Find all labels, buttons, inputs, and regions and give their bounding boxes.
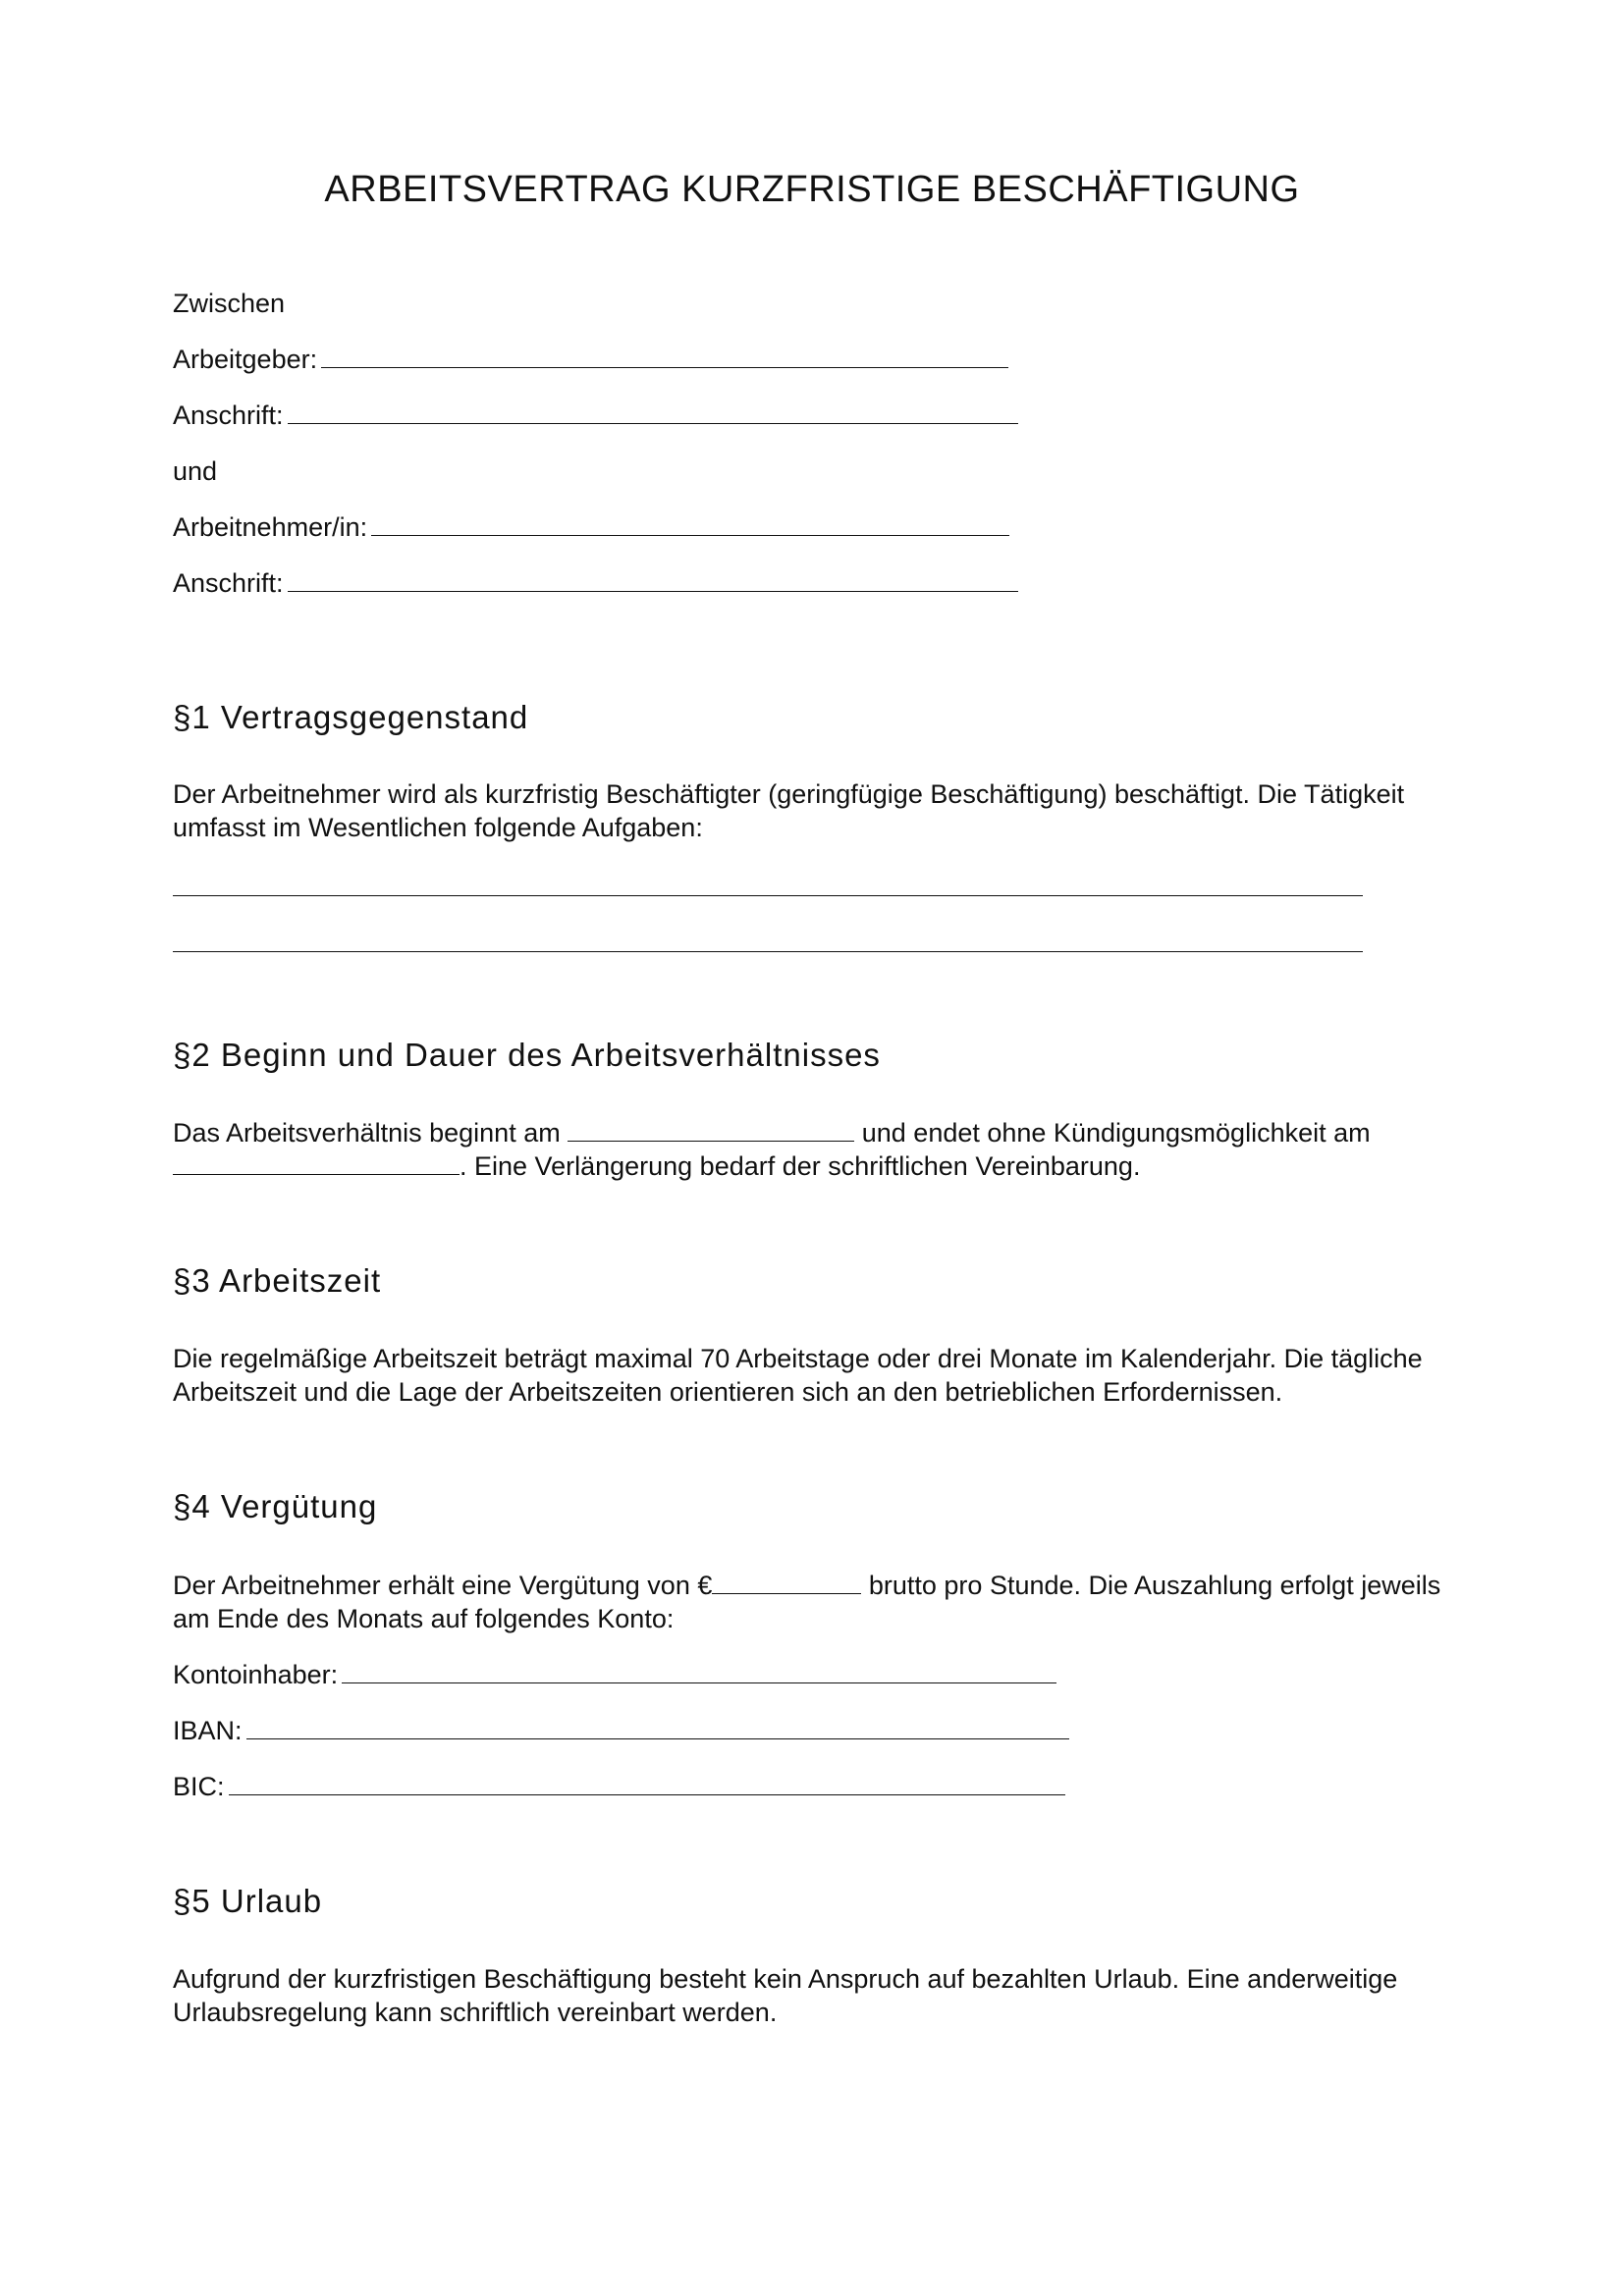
employee-address-field[interactable]	[288, 567, 1018, 592]
task-field-2[interactable]	[173, 951, 1363, 952]
start-date-field[interactable]	[568, 1117, 854, 1142]
section-4-text-a: Der Arbeitnehmer erhält eine Vergütung von €	[173, 1571, 713, 1600]
document-title: ARBEITSVERTRAG KURZFRISTIGE BESCHÄFTIGUNG	[324, 169, 1300, 210]
between-label: Zwischen	[173, 289, 286, 318]
section-1-heading: §1 Vertragsgegenstand	[173, 699, 529, 735]
section-2-heading: §2 Beginn und Dauer des Arbeitsverhältnisses	[173, 1037, 881, 1073]
and-label: und	[173, 456, 218, 486]
section-5-heading: §5 Urlaub	[173, 1883, 323, 1919]
section-3-heading: §3 Arbeitszeit	[173, 1262, 382, 1299]
section-2-text	[173, 1116, 1469, 1183]
employee-address-row	[173, 566, 1018, 600]
employee-label: Arbeitnehmer/in:	[173, 512, 368, 542]
section-4-text-b: brutto pro Stunde. Die Auszahlung erfolgt jeweils am Ende des Monats auf folgendes Konto:	[173, 1571, 1441, 1633]
employer-address-row	[173, 399, 1018, 432]
section-2-text-a: Das Arbeitsverhältnis beginnt am	[173, 1118, 561, 1148]
task-field-1[interactable]	[173, 895, 1363, 896]
section-4-heading: §4 Vergütung	[173, 1488, 378, 1524]
iban-field[interactable]	[246, 1715, 1069, 1739]
section-2-text-b: und endet ohne Kündigungsmöglichkeit am	[861, 1118, 1371, 1148]
wage-field[interactable]	[712, 1570, 861, 1594]
section-1-text: Der Arbeitnehmer wird als kurzfristig Beschäftigter (geringfügige Beschäftigung) beschäftigt. Die Tätigkeit umfasst im Wesentlichen folgende Aufgaben:	[173, 779, 1405, 842]
account-holder-row	[173, 1658, 1056, 1691]
employer-address-field[interactable]	[288, 400, 1018, 424]
section-2-text-c: . Eine Verlängerung bedarf der schriftlichen Vereinbarung.	[460, 1151, 1141, 1181]
employer-address-label: Anschrift:	[173, 400, 284, 430]
employer-row	[173, 343, 1008, 376]
section-5-text: Aufgrund der kurzfristigen Beschäftigung besteht kein Anspruch auf bezahlten Urlaub. Eine anderweitige Urlaubsregelung kann schriftlich vereinbart werden.	[173, 1964, 1398, 2027]
employee-row	[173, 510, 1009, 544]
bic-row	[173, 1770, 1065, 1803]
bic-field[interactable]	[229, 1771, 1065, 1795]
section-3-text: Die regelmäßige Arbeitszeit beträgt maximal 70 Arbeitstage oder drei Monate im Kalenderjahr. Die tägliche Arbeitszeit und die Lage der Arbeitszeiten orientieren sich an den betrieblichen Erfordernissen.	[173, 1344, 1423, 1407]
end-date-field[interactable]	[173, 1150, 460, 1175]
iban-label: IBAN:	[173, 1716, 243, 1745]
employee-address-label: Anschrift:	[173, 568, 284, 598]
employer-label: Arbeitgeber:	[173, 345, 318, 374]
account-holder-label: Kontoinhaber:	[173, 1660, 339, 1689]
employer-field[interactable]	[321, 344, 1008, 368]
section-4-text	[173, 1569, 1469, 1635]
employee-field[interactable]	[371, 511, 1009, 536]
bic-label: BIC:	[173, 1772, 225, 1801]
iban-row	[173, 1714, 1069, 1747]
account-holder-field[interactable]	[342, 1659, 1056, 1683]
